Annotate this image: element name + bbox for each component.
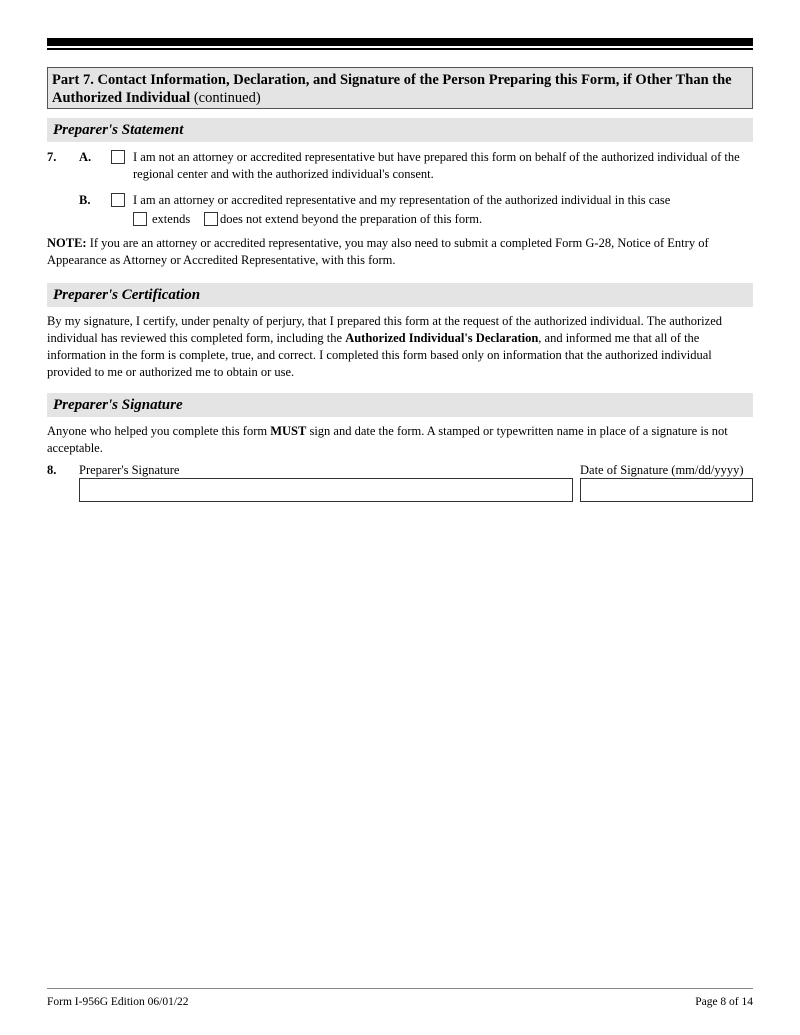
section-heading: Preparer's Signature xyxy=(53,397,183,413)
option-a-text: I am not an attorney or accredited representative but have prepared this form on behalf of the authorized individual of the regional center and with the authorized individual's consent. xyxy=(133,150,740,181)
preparer-signature-label: Preparer's Signature xyxy=(79,463,180,477)
note-paragraph xyxy=(47,235,753,269)
date-of-signature-label: Date of Signature (mm/dd/yyyy) xyxy=(580,463,744,477)
top-rule xyxy=(47,38,753,46)
section-preparers-certification xyxy=(47,283,753,307)
part-title: Part 7. Contact Information, Declaration, and Signature of the Person Preparing this Form, if Other Than the Authorized Individual xyxy=(52,72,732,106)
footer-rule xyxy=(47,988,753,989)
part-title-suffix: (continued) xyxy=(190,90,261,106)
section-preparers-signature xyxy=(47,393,753,417)
signature-intro-2: sign and date the form. A stamped or typewritten name in place of a signature is not acceptable. xyxy=(47,424,728,455)
certification-text-2: , and informed me that all of the information in the form is complete, true, and correct. I completed this form based only on information that the authorized individual provided to me or authorized me to obtain or use. xyxy=(47,330,712,379)
does-not-extend-checkbox[interactable] xyxy=(204,212,218,226)
signature-intro-1: Anyone who helped you complete this form xyxy=(47,424,271,438)
item-number-8: 8. xyxy=(47,463,57,477)
preparer-signature-field[interactable] xyxy=(79,478,573,502)
option-a-label: A. xyxy=(79,150,92,164)
footer-page-number: Page 8 of 14 xyxy=(695,996,753,1008)
signature-intro-bold: MUST xyxy=(270,424,307,438)
extends-label: extends xyxy=(152,212,191,226)
certification-text-1: By my signature, I certify, under penalty of perjury, that I prepared this form at the request of the authorized individual. The authorized individual has reviewed this completed form, including the xyxy=(47,314,723,345)
note-text: If you are an attorney or accredited representative, you may also need to submit a completed Form G-28, Notice of Entry of Appearance as Attorney or Accredited Representative, with this form. xyxy=(47,236,709,267)
date-of-signature-field[interactable] xyxy=(580,478,753,502)
section-heading: Preparer's Certification xyxy=(53,287,201,303)
option-b-label: B. xyxy=(79,193,91,207)
footer-form-edition: Form I-956G Edition 06/01/22 xyxy=(47,996,189,1008)
does-not-extend-label: does not extend beyond the preparation of this form. xyxy=(220,212,483,226)
top-rule-thin xyxy=(47,48,753,50)
option-b-text: I am an attorney or accredited representative and my representation of the authorized individual in this case xyxy=(133,193,671,207)
note-label: NOTE: xyxy=(47,236,87,250)
part-header xyxy=(47,67,753,109)
option-a-checkbox[interactable] xyxy=(111,150,125,164)
item-number-7: 7. xyxy=(47,150,57,164)
certification-paragraph xyxy=(47,313,753,381)
option-b-checkbox[interactable] xyxy=(111,193,125,207)
section-preparers-statement xyxy=(47,118,753,142)
signature-intro-paragraph xyxy=(47,423,753,457)
certification-text-bold: Authorized Individual's Declaration xyxy=(345,330,539,345)
section-heading: Preparer's Statement xyxy=(53,122,184,138)
extends-checkbox[interactable] xyxy=(133,212,147,226)
